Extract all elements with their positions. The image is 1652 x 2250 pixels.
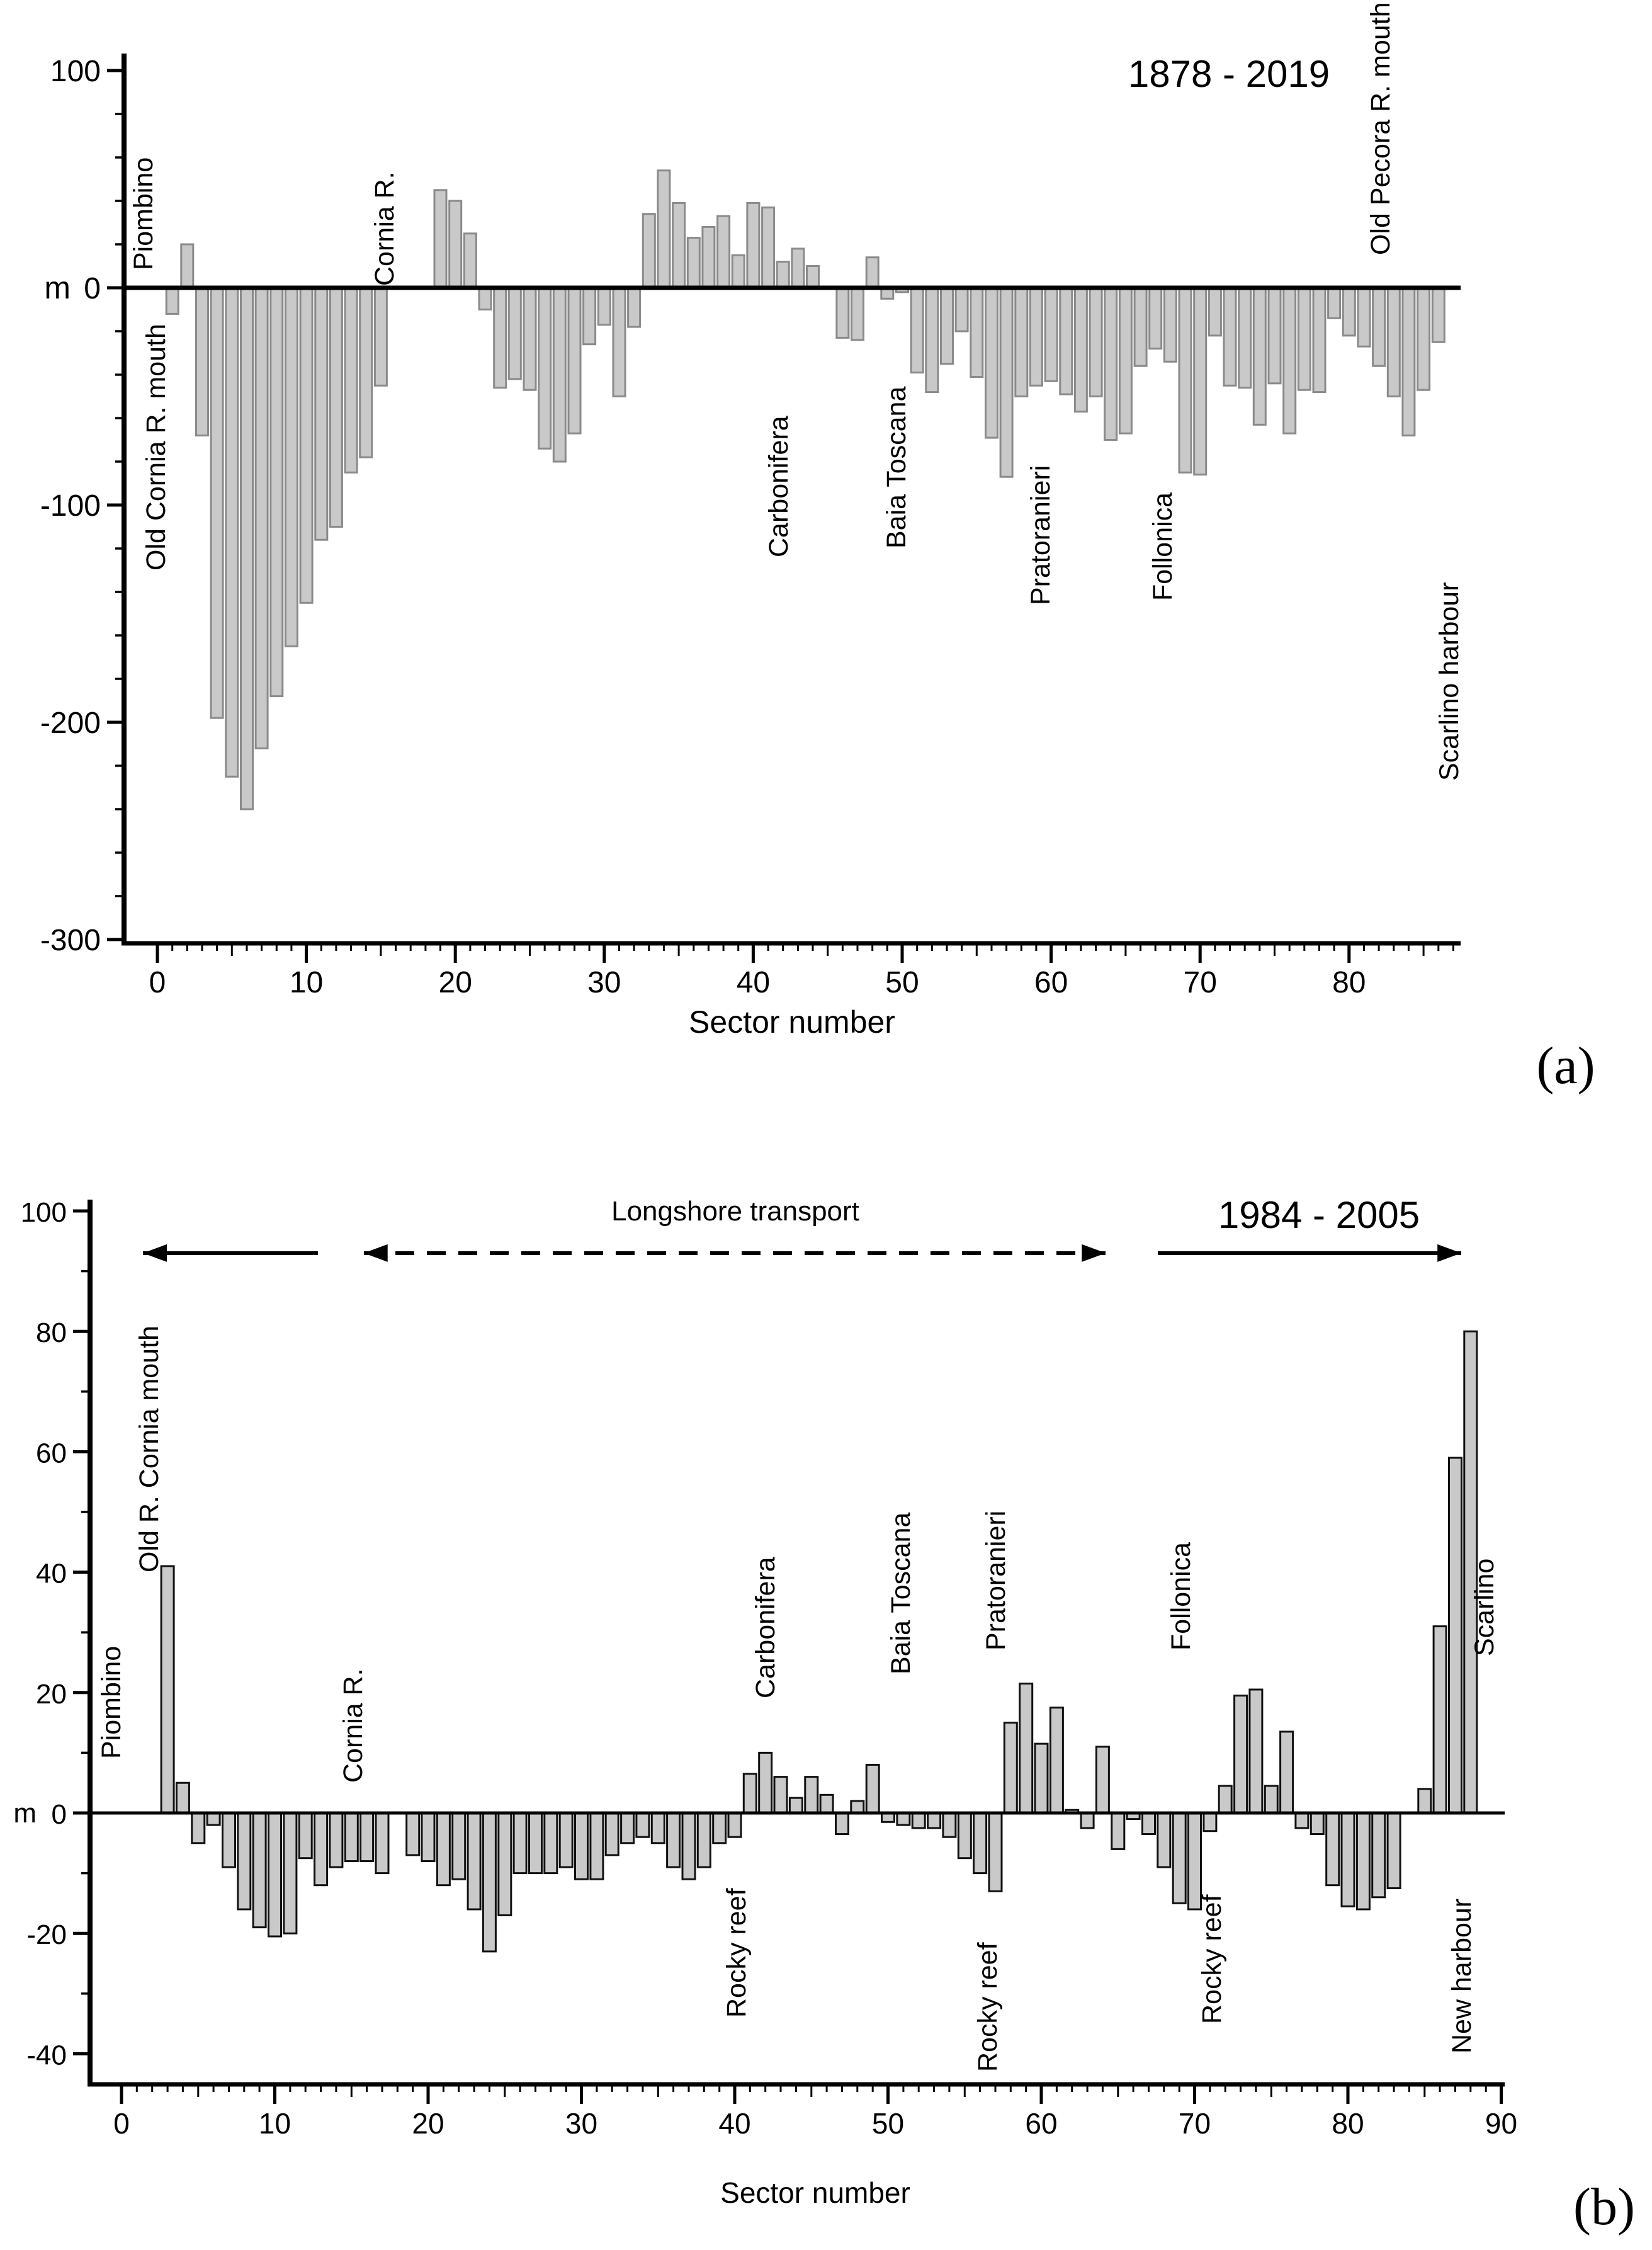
- bar-sector-65: [1112, 1813, 1124, 1849]
- bar-sector-43: [792, 249, 804, 288]
- bar-sector-64: [1105, 288, 1117, 440]
- bar-sector-62: [1075, 288, 1087, 412]
- bar-sector-64: [1096, 1747, 1109, 1813]
- bar-sector-34: [658, 171, 670, 288]
- x-tick-label: 60: [1025, 2107, 1058, 2140]
- bar-sector-4: [211, 288, 223, 718]
- bar-sector-79: [1328, 288, 1340, 318]
- bars-group: [161, 1331, 1477, 1952]
- bar-sector-46: [820, 1795, 833, 1813]
- bar-sector-26: [539, 288, 551, 448]
- bar-sector-39: [713, 1813, 726, 1843]
- bar-sector-24: [483, 1813, 495, 1952]
- y-tick-label: -20: [26, 1919, 67, 1951]
- bar-sector-80: [1342, 1813, 1354, 1906]
- bar-sector-78: [1311, 1813, 1323, 1834]
- x-tick-label: 80: [1332, 2107, 1364, 2140]
- longshore-arrowhead: [143, 1244, 167, 1262]
- bar-sector-57: [989, 1813, 1002, 1891]
- bar-sector-30: [575, 1813, 588, 1879]
- bar-sector-58: [1004, 1723, 1017, 1813]
- bar-sector-85: [1418, 288, 1430, 390]
- bar-sector-57: [1000, 288, 1012, 477]
- y-tick-label: 40: [36, 1558, 67, 1589]
- bar-sector-37: [703, 227, 715, 288]
- bar-sector-10: [269, 1813, 281, 1936]
- chart-b: [21, 1197, 1518, 2140]
- place-label: Old R. Cornia mouth: [134, 1326, 164, 1572]
- x-tick-label: 0: [149, 966, 166, 999]
- bar-sector-60: [1035, 1744, 1048, 1813]
- bar-sector-6: [241, 288, 253, 809]
- y-tick-label: 80: [36, 1317, 67, 1349]
- chart-a-y-unit-label: m: [44, 270, 71, 305]
- bar-sector-6: [207, 1813, 220, 1825]
- bar-sector-33: [643, 214, 655, 288]
- bar-sector-35: [652, 1813, 664, 1843]
- x-tick-label: 20: [412, 2107, 444, 2140]
- x-tick-label: 80: [1332, 966, 1366, 999]
- bar-sector-78: [1313, 288, 1325, 392]
- x-tick-label: 40: [736, 966, 771, 999]
- y-tick-label: 0: [51, 1799, 67, 1830]
- place-label: Pratoranieri: [981, 1510, 1011, 1651]
- bar-sector-61: [1050, 1708, 1063, 1813]
- bar-sector-52: [926, 288, 938, 392]
- bar-sector-55: [971, 288, 983, 377]
- bar-sector-33: [621, 1813, 634, 1843]
- bar-sector-19: [407, 1813, 419, 1855]
- bar-sector-53: [928, 1813, 941, 1828]
- bar-sector-58: [1016, 288, 1027, 397]
- bar-sector-80: [1343, 288, 1355, 336]
- y-tick-label: 100: [50, 55, 101, 88]
- bar-sector-82: [1373, 288, 1385, 366]
- bar-sector-20: [422, 1813, 434, 1861]
- bar-sector-21: [464, 234, 476, 288]
- bar-sector-49: [866, 1765, 879, 1814]
- bar-sector-19: [434, 190, 446, 288]
- x-tick-label: 50: [885, 966, 919, 999]
- red-annotation-label: Rocky reef: [721, 1888, 752, 2018]
- place-label: Old Pecora R. mouth: [1366, 2, 1396, 255]
- bar-sector-34: [636, 1813, 649, 1837]
- bar-sector-2: [181, 244, 193, 288]
- bars-group: [166, 171, 1444, 809]
- bar-sector-47: [852, 288, 864, 340]
- bar-sector-55: [958, 1813, 971, 1858]
- x-tick-label: 70: [1178, 2107, 1211, 2140]
- bar-sector-30: [598, 288, 610, 325]
- bar-sector-68: [1164, 288, 1176, 361]
- bar-sector-56: [974, 1813, 987, 1873]
- bar-sector-70: [1194, 288, 1206, 475]
- bar-sector-46: [837, 288, 849, 338]
- bar-sector-81: [1357, 1813, 1369, 1909]
- bar-sector-75: [1265, 1786, 1277, 1813]
- bar-sector-75: [1269, 288, 1281, 384]
- bar-sector-54: [943, 1813, 956, 1837]
- bar-sector-7: [223, 1813, 235, 1867]
- place-label: Pratoranieri: [1026, 465, 1056, 605]
- y-tick-label: -40: [26, 2040, 67, 2071]
- bar-sector-5: [226, 288, 238, 776]
- chart-a: [40, 2, 1464, 999]
- bar-sector-83: [1388, 288, 1400, 397]
- bar-sector-77: [1298, 288, 1310, 390]
- bar-sector-16: [361, 1813, 373, 1861]
- x-tick-label: 30: [587, 966, 621, 999]
- bar-sector-27: [553, 288, 565, 462]
- bar-sector-81: [1358, 288, 1370, 346]
- bar-sector-32: [628, 288, 640, 327]
- bar-sector-69: [1173, 1813, 1185, 1903]
- y-tick-label: -100: [40, 489, 101, 523]
- x-tick-label: 90: [1485, 2107, 1518, 2140]
- bar-sector-31: [613, 288, 625, 397]
- bar-sector-38: [698, 1813, 710, 1867]
- bar-sector-23: [468, 1813, 480, 1909]
- bar-sector-53: [941, 288, 953, 364]
- bar-sector-37: [682, 1813, 695, 1879]
- bar-sector-51: [911, 288, 923, 373]
- bar-sector-5: [192, 1813, 205, 1843]
- bar-sector-35: [673, 203, 685, 288]
- bar-sector-21: [437, 1813, 450, 1885]
- bar-sector-40: [728, 1813, 741, 1837]
- longshore-arrowhead: [364, 1244, 388, 1262]
- bar-sector-28: [545, 1813, 557, 1873]
- place-label: Old Cornia R. mouth: [141, 324, 171, 571]
- bar-sector-47: [836, 1813, 849, 1834]
- bar-sector-36: [687, 238, 699, 288]
- bar-sector-60: [1045, 288, 1057, 381]
- place-label: Follonica: [1148, 492, 1178, 601]
- bar-sector-1: [166, 288, 178, 314]
- bar-sector-41: [744, 1774, 756, 1813]
- y-tick-label: 100: [20, 1197, 67, 1228]
- x-tick-label: 10: [289, 966, 324, 999]
- bar-sector-74: [1253, 288, 1265, 424]
- bar-sector-11: [284, 1813, 297, 1933]
- place-label: Piombino: [128, 157, 159, 270]
- y-tick-label: 60: [36, 1438, 67, 1469]
- x-tick-label: 40: [718, 2107, 751, 2140]
- bar-sector-41: [762, 207, 774, 288]
- bar-sector-77: [1296, 1813, 1308, 1828]
- bar-sector-31: [591, 1813, 603, 1879]
- bar-sector-56: [986, 288, 998, 438]
- bar-sector-76: [1284, 288, 1296, 433]
- bar-sector-29: [584, 288, 596, 344]
- bar-sector-17: [376, 1813, 388, 1873]
- place-label: Scarlino harbour: [1434, 582, 1464, 781]
- place-label: Piombino: [96, 1645, 127, 1759]
- bar-sector-3: [196, 288, 208, 436]
- bar-sector-51: [897, 1813, 910, 1825]
- bar-sector-76: [1281, 1732, 1293, 1813]
- bar-sector-63: [1081, 1813, 1094, 1828]
- bar-sector-13: [315, 1813, 327, 1885]
- bar-sector-36: [667, 1813, 680, 1867]
- bar-sector-69: [1179, 288, 1191, 472]
- bar-sector-59: [1030, 288, 1042, 385]
- bar-sector-85: [1418, 1789, 1431, 1813]
- chart-a-title: 1878 - 2019: [1128, 53, 1330, 95]
- bar-sector-12: [299, 1813, 312, 1858]
- bar-sector-61: [1060, 288, 1072, 394]
- place-label: Follonica: [1166, 1542, 1196, 1651]
- bar-sector-8: [238, 1813, 251, 1909]
- chart-b-title: 1984 - 2005: [1218, 1194, 1420, 1236]
- bar-sector-71: [1209, 288, 1221, 336]
- bar-sector-27: [529, 1813, 542, 1873]
- x-tick-label: 0: [113, 2107, 130, 2140]
- place-label: Scarlino: [1469, 1558, 1500, 1656]
- place-label: Baia Toscana: [881, 386, 912, 548]
- bar-sector-14: [330, 1813, 342, 1867]
- bar-sector-32: [606, 1813, 618, 1855]
- panel-letter-b: (b): [1573, 2178, 1635, 2236]
- y-tick-label: 0: [84, 272, 101, 305]
- bar-sector-45: [805, 1777, 818, 1813]
- bar-sector-67: [1143, 1813, 1155, 1834]
- y-tick-label: -300: [40, 924, 101, 957]
- bar-sector-52: [912, 1813, 925, 1828]
- longshore-arrowhead: [1082, 1244, 1106, 1262]
- bar-sector-22: [479, 288, 491, 310]
- bar-sector-28: [569, 288, 580, 433]
- x-tick-label: 30: [565, 2107, 598, 2140]
- bar-sector-42: [759, 1753, 772, 1813]
- bar-sector-73: [1239, 288, 1251, 388]
- panel-letter-a: (a): [1536, 1037, 1595, 1095]
- bar-sector-4: [176, 1783, 189, 1813]
- bar-sector-84: [1403, 288, 1415, 436]
- bar-sector-39: [732, 255, 744, 288]
- bar-sector-9: [285, 288, 297, 646]
- bar-sector-86: [1432, 288, 1444, 342]
- bar-sector-42: [777, 262, 789, 288]
- bar-sector-29: [560, 1813, 572, 1867]
- y-tick-label: -200: [40, 707, 101, 740]
- bar-sector-87: [1449, 1458, 1462, 1813]
- bar-sector-72: [1219, 1786, 1231, 1813]
- bar-sector-43: [774, 1777, 787, 1813]
- place-label: Cornia R.: [370, 171, 400, 286]
- bar-sector-26: [514, 1813, 526, 1873]
- place-label: Carbonifera: [750, 1557, 781, 1698]
- bar-sector-12: [330, 288, 342, 527]
- bar-sector-7: [256, 288, 268, 748]
- bar-sector-73: [1235, 1696, 1247, 1813]
- bar-sector-10: [300, 288, 312, 603]
- bar-sector-59: [1020, 1684, 1032, 1814]
- bar-sector-71: [1204, 1813, 1216, 1831]
- bar-sector-79: [1327, 1813, 1339, 1885]
- bar-sector-40: [747, 203, 759, 288]
- bar-sector-13: [345, 288, 357, 472]
- bar-sector-68: [1158, 1813, 1170, 1867]
- bar-sector-72: [1224, 288, 1236, 385]
- bar-sector-83: [1388, 1813, 1400, 1889]
- bar-sector-44: [789, 1798, 802, 1813]
- bar-sector-8: [271, 288, 283, 696]
- bar-sector-63: [1090, 288, 1102, 397]
- chart-b-y-unit-label: m: [13, 1798, 37, 1829]
- bar-sector-24: [509, 288, 521, 379]
- x-tick-label: 20: [438, 966, 472, 999]
- bar-sector-9: [253, 1813, 266, 1928]
- y-tick-label: 20: [36, 1678, 67, 1710]
- x-tick-label: 10: [258, 2107, 291, 2140]
- bar-sector-54: [956, 288, 968, 331]
- bar-sector-20: [450, 201, 461, 288]
- red-annotation-label: Rocky reef: [1197, 1894, 1227, 2024]
- bar-sector-25: [499, 1813, 511, 1916]
- red-annotation-label: New harbour: [1447, 1898, 1477, 2054]
- bar-sector-67: [1150, 288, 1162, 349]
- place-label: Cornia R.: [338, 1668, 368, 1783]
- x-tick-label: 70: [1183, 966, 1217, 999]
- place-label: Baia Toscana: [886, 1512, 916, 1674]
- bar-sector-44: [807, 266, 819, 288]
- longshore-arrowhead: [1437, 1244, 1461, 1262]
- x-tick-label: 50: [871, 2107, 905, 2140]
- bar-sector-74: [1250, 1690, 1262, 1813]
- bar-sector-48: [866, 258, 878, 288]
- bar-sector-14: [360, 288, 372, 457]
- bar-sector-82: [1372, 1813, 1385, 1897]
- bar-sector-65: [1119, 288, 1131, 433]
- chart-a-x-axis-title: Sector number: [689, 1004, 895, 1040]
- bar-sector-11: [315, 288, 327, 540]
- bar-sector-15: [375, 288, 387, 385]
- bar-sector-25: [524, 288, 536, 390]
- place-label: Carbonifera: [764, 416, 794, 557]
- bar-sector-15: [345, 1813, 358, 1861]
- bar-sector-23: [494, 288, 506, 388]
- bar-sector-22: [453, 1813, 465, 1879]
- red-annotation-label: Rocky reef: [973, 1942, 1003, 2072]
- bar-sector-3: [161, 1566, 174, 1813]
- bar-sector-66: [1134, 288, 1146, 366]
- bar-sector-86: [1434, 1627, 1446, 1813]
- x-tick-label: 60: [1034, 966, 1068, 999]
- chart-b-x-axis-title: Sector number: [720, 2176, 910, 2209]
- longshore-transport-label: Longshore transport: [611, 1196, 859, 1227]
- bar-sector-38: [718, 216, 730, 288]
- bar-sector-48: [851, 1801, 864, 1813]
